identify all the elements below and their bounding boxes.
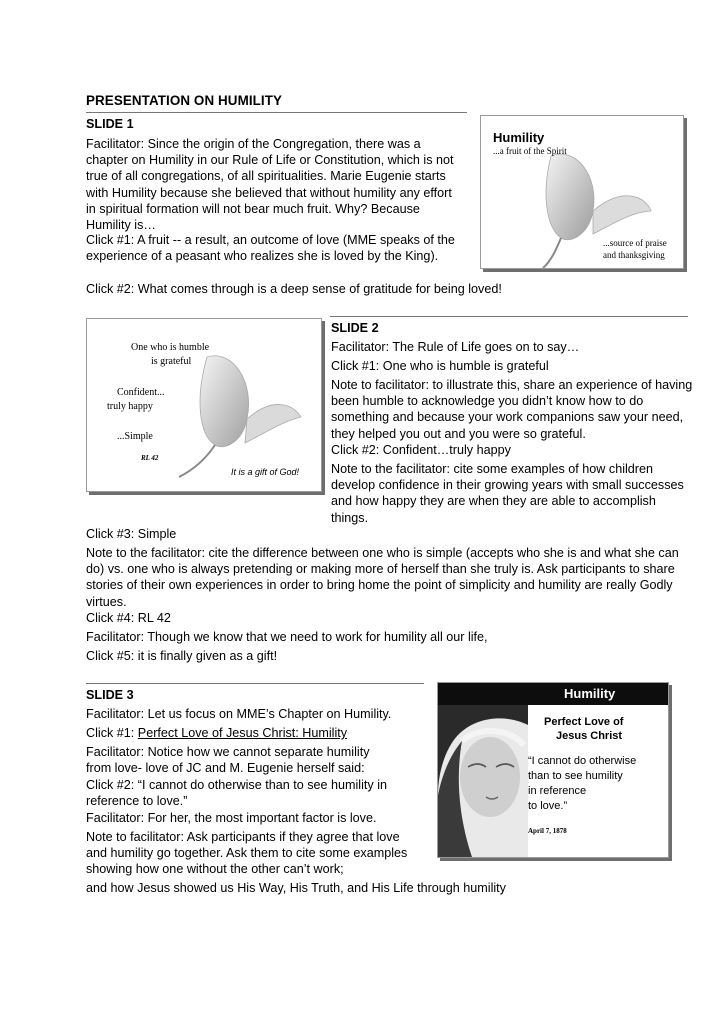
slide-2-click-3: Click #3: Simple (86, 527, 177, 541)
portrait-illustration (438, 705, 528, 857)
slide-3-image-title-2: Jesus Christ (556, 730, 623, 742)
slide-3-click-2: Click #2: “I cannot do otherwise than to see humility in reference to love.” (86, 778, 388, 809)
slide-3-image (437, 682, 669, 858)
slide-3-image-title-1: Perfect Love of (544, 716, 624, 728)
slide-3-rule (86, 683, 424, 684)
slide-2-note-1: Note to facilitator: to illustrate this, share an experience of having been humble to acknowledge you didn’t know how to do something and because your work companions saw your need, they helped you out and you were so grateful. (331, 378, 693, 441)
slide-3-facilitator: Facilitator: Notice how we cannot separate humility from love- love of JC and M. Eugenie herself said: (86, 745, 370, 776)
slide-3-image-date: April 7, 1878 (528, 827, 567, 835)
slide-2-image-gift: It is a gift of God! (231, 467, 300, 477)
slide-3-intro: Facilitator: Let us focus on MME’s Chapter on Humility. (86, 707, 392, 721)
slide-2-rule (330, 316, 688, 317)
slide-2-facilitator: Facilitator: Though we know that we need to work for humility all our life, (86, 630, 488, 644)
slide-1-facilitator-text: Facilitator: Since the origin of the Congregation, there was a chapter on Humility in our Rule of Life or Constitution, which is not true of all congregations, of all spiritualities. Marie Eugenie starts with Humility because she believed that without humility any effort in spiritual formation will not bear much fruit. Why? Because Humility is… (86, 137, 454, 233)
slide-2-image-line-5: ...Simple (117, 431, 153, 442)
slide-2-click-4: Click #4: RL 42 (86, 611, 171, 625)
slide-2-click-2: Click #2: Confident…truly happy (331, 443, 511, 457)
perfect-love-chapter-link: Perfect Love of Jesus Christ: Humility (137, 726, 348, 740)
slide-3-click-1 (86, 725, 426, 741)
slide-3-image-banner-title: Humility (564, 686, 616, 701)
slide-3-image-quote-2: than to see humility (528, 770, 623, 782)
slide-1-heading: SLIDE 1 (86, 117, 134, 131)
slide-3-image-banner (438, 683, 668, 705)
slide-2-heading: SLIDE 2 (331, 321, 379, 335)
title-rule (86, 112, 467, 113)
slide-2-image-line-2: is grateful (151, 356, 192, 367)
slide-2-image-ref: RL 42 (141, 454, 159, 462)
slide-2-click-5: Click #5: it is finally given as a gift! (86, 649, 278, 663)
slide-3-image-quote-3: in reference (528, 785, 587, 797)
document-title: PRESENTATION ON HUMILITY (86, 93, 283, 108)
slide-2-image-line-1: One who is humble (131, 342, 210, 353)
slide-1-image-subtitle: ...a fruit of the Spirit (493, 146, 567, 156)
slide-3-heading: SLIDE 3 (86, 688, 134, 702)
slide-1-click-2: Click #2: What comes through is a deep sense of gratitude for being loved! (86, 282, 502, 296)
slide-1-image (480, 115, 684, 269)
slide-1-image-title: Humility (493, 130, 545, 145)
slide-3-image-quote-4: to love.” (528, 800, 568, 812)
slide-2-note-3: Note to the facilitator: cite the difference between one who is simple (accepts who she is and what she can do) vs. one who is always pretending or making more of herself than she truly is. Ask participants to share stories of their own experiences in order to bring home the point of simplicity and humility are really Godly virtues. (86, 546, 679, 609)
slide-2-image-line-3: Confident... (117, 387, 165, 398)
slide-1-image-caption-1: ...source of praise (603, 238, 667, 248)
slide-3-click-1-prefix: Click #1: (86, 726, 138, 740)
slide-2-intro: Facilitator: The Rule of Life goes on to say… (331, 340, 580, 354)
slide-2-image-line-4: truly happy (107, 401, 153, 412)
slide-1-image-caption-2: and thanksgiving (603, 250, 665, 260)
slide-2-click-1: Click #1: One who is humble is grateful (331, 359, 549, 373)
slide-3-note: Note to facilitator: Ask participants if they agree that love and humility go together. Ask them to cite some examples showing how one without the other can’t work; (86, 830, 408, 877)
slide-3-closing: and how Jesus showed us His Way, His Truth, and His Life through humility (86, 881, 506, 895)
slide-2-image (86, 318, 322, 492)
slide-2-note-2: Note to the facilitator: cite some examples of how children develop confidence in their growing years with small successes and how happy they are when they are able to accomplish things. (331, 462, 684, 525)
slide-3-facilitator-2: Facilitator: For her, the most important factor is love. (86, 811, 377, 825)
slide-3-image-quote-1: “I cannot do otherwise (528, 755, 637, 767)
slide-1-click-1: Click #1: A fruit -- a result, an outcome of love (MME speaks of the experience of a peasant who realizes she is loved by the King). (86, 233, 455, 264)
